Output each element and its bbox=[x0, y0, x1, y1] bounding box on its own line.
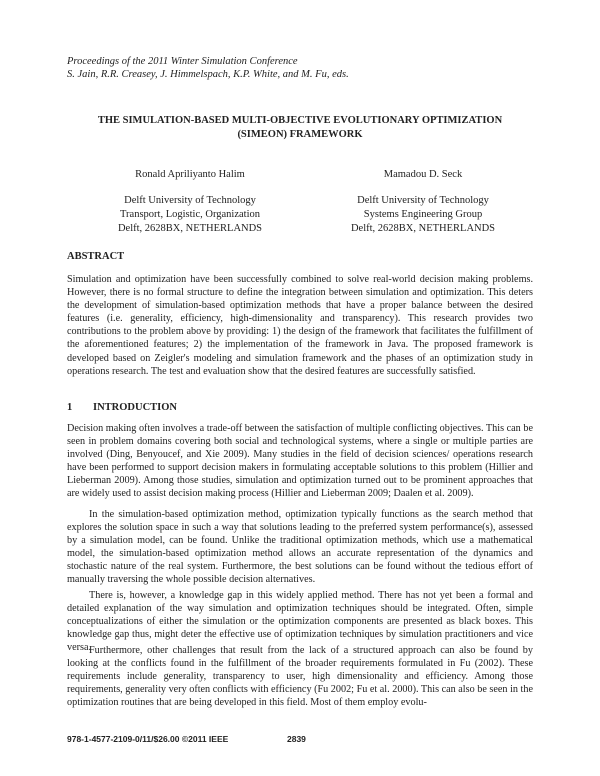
proceedings-editors: S. Jain, R.R. Creasey, J. Himmelspach, K.P. White, and M. Fu, eds. bbox=[67, 69, 349, 80]
author-department: Transport, Logistic, Organization bbox=[120, 209, 260, 220]
author-affiliation: Delft University of Technology bbox=[357, 195, 489, 206]
footer-isbn: 978-1-4577-2109-0/11/$26.00 ©2011 IEEE bbox=[67, 734, 229, 744]
intro-paragraph-3: There is, however, a knowledge gap in this widely applied method. There has not yet been a formal and detailed explanation of the way simulation and optimization techniques should be integrated. Often, simple conceptualizations of either the simulation or the optimization components are presented as black boxes. This knowledge gap thus, might deter the effective use of optimization techniques by simulation practitioners and vice versa. bbox=[67, 590, 533, 654]
introduction-heading bbox=[67, 402, 177, 413]
author-affiliation: Delft University of Technology bbox=[124, 195, 256, 206]
intro-paragraph-4: Furthermore, other challenges that result from the lack of a structured approach can also be found by looking at the conflicts found in the fulfillment of the broader requirements formulated in Fu (2002). These requirements include generality, transparency to user, high dimensionality and efficiency. Among those requirements, generality very often conflicts with efficiency (Fu 2002; Fu et al. 2000). This can also be seen in the optimization routines that are being developed in this field. Most of them employ evolu- bbox=[67, 645, 533, 709]
intro-paragraph-1: Decision making often involves a trade-off between the satisfaction of multiple conflicting objectives. This can be seen in problem domains covering both social and technological systems, where a single or multiple parties are involved (Ding, Benyoucef, and Xie 2009). Many studies in the field of decision sciences/ operations research have been performed to support decision makers in formulating acceptable solutions to this problem (Hillier and Lieberman 2009). Among those studies, simulation and optimization turned out to be prominent approaches that are widely used to assist decision making process (Hillier and Lieberman 2009; Daalen et al. 2009). bbox=[67, 423, 533, 500]
abstract-heading: ABSTRACT bbox=[67, 251, 125, 262]
proceedings-header bbox=[67, 55, 349, 81]
paper-title-line-2: (SIMEON) FRAMEWORK bbox=[237, 129, 363, 140]
intro-paragraph-2: In the simulation-based optimization method, optimization typically functions as the search method that explores the solution space in such a way that solutions leading to the preferred system performance(s), assessed by a simulation model, can be found. Unlike the traditional optimization methods, which use a mathematical model, the simulation-based optimization method allows an accurate representation of the dynamics and stochastic nature of the real system. Furthermore, the best solutions can be found without the tedious effort of manually traversing the whole possible decision alternatives. bbox=[67, 509, 533, 586]
paper-title-line-1: THE SIMULATION-BASED MULTI-OBJECTIVE EVOLUTIONARY OPTIMIZATION bbox=[97, 115, 503, 126]
section-number: 1 bbox=[67, 402, 73, 413]
abstract-text: Simulation and optimization have been successfully combined to solve real-world decision making problems. However, there is no formal structure to define the integration between simulation and optimization. This deters the development of simulation-based optimization methods that have a proper balance between the desired features (i.e. generality, efficiency, high-dimensionality and transparency). This research provides two contributions to the problem above by providing: 1) the design of the framework that facilitates the fulfillment of the aforementioned features; 2) the implementation of the framework in Java. The proposed framework is developed based on Zeigler's modeling and simulation framework and the phases of an optimization study in operations research. The test and evaluation show that the desired features are successfully satisfied. bbox=[67, 274, 533, 377]
author-address: Delft, 2628BX, NETHERLANDS bbox=[350, 223, 496, 234]
author-department: Systems Engineering Group bbox=[363, 209, 483, 220]
author-address: Delft, 2628BX, NETHERLANDS bbox=[117, 223, 263, 234]
section-title: INTRODUCTION bbox=[93, 402, 178, 413]
author-block-1 bbox=[80, 168, 300, 236]
author-name: Ronald Apriliyanto Halim bbox=[135, 169, 245, 180]
proceedings-title: Proceedings of the 2011 Winter Simulation Conference bbox=[67, 56, 298, 67]
author-block-2 bbox=[313, 168, 533, 236]
paper-title bbox=[60, 114, 540, 142]
author-name: Mamadou D. Seck bbox=[383, 169, 463, 180]
page-number: 2839 bbox=[287, 734, 306, 744]
